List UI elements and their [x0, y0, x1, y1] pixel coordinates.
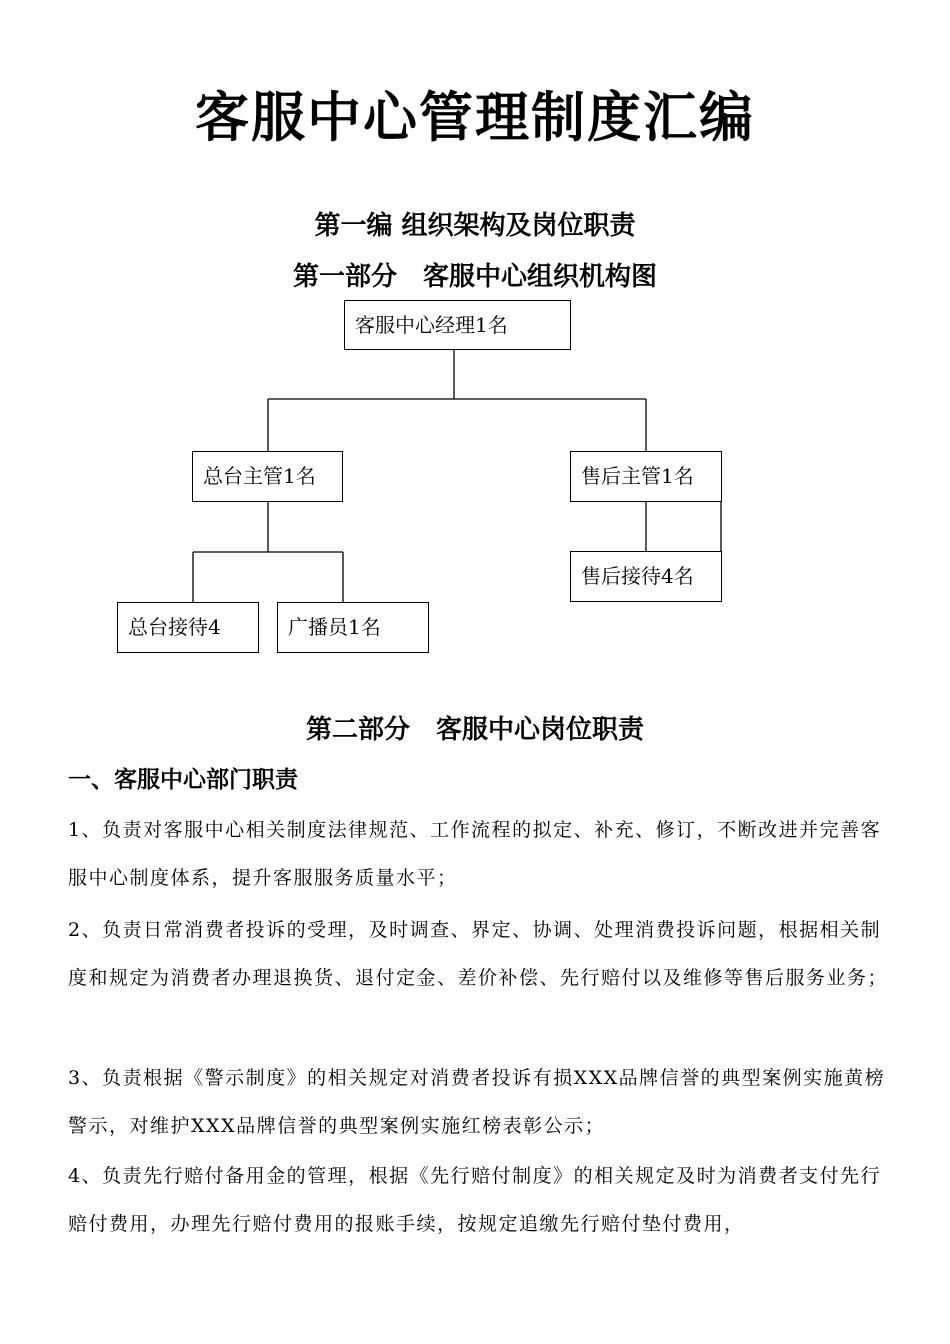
org-box-after-sales-supervisor: 售后主管1名 — [570, 451, 722, 502]
paragraph-1: 1、负责对客服中心相关制度法律规范、工作流程的拟定、补充、修订，不断改进并完善客服中心制度体系，提升客服服务质量水平； — [68, 819, 882, 889]
part2-title: 第二部分 客服中心岗位职责 — [305, 715, 644, 745]
volume-title: 第一编 组织架构及岗位职责 — [314, 211, 636, 241]
paragraph-2: 2、负责日常消费者投诉的受理，及时调查、界定、协调、处理消费投诉问题，根据相关制度和规定为消费者办理退换货、退付定金、差价补偿、先行赔付以及维修等售后服务业务； — [68, 919, 889, 989]
paragraph-3: 3、负责根据《警示制度》的相关规定对消费者投诉有损XXX品牌信誉的典型案例实施黄榜警示，对维护XXX品牌信誉的典型案例实施红榜表彰公示； — [68, 1067, 886, 1137]
org-box-announcer: 广播员1名 — [277, 602, 429, 653]
paragraph-4: 4、负责先行赔付备用金的管理，根据《先行赔付制度》的相关规定及时为消费者支付先行赔付费用，办理先行赔付费用的报账手续，按规定追缴先行赔付垫付费用， — [68, 1165, 882, 1235]
org-box-manager: 客服中心经理1名 — [344, 300, 571, 350]
part1-title: 第一部分 客服中心组织机构图 — [292, 262, 657, 292]
section-heading: 一、客服中心部门职责 — [68, 766, 298, 793]
org-box-front-reception: 总台接待4 — [117, 602, 259, 653]
document-title: 客服中心管理制度汇编 — [195, 85, 755, 149]
org-box-front-supervisor: 总台主管1名 — [192, 451, 343, 502]
org-box-after-sales-reception: 售后接待4名 — [570, 551, 722, 602]
